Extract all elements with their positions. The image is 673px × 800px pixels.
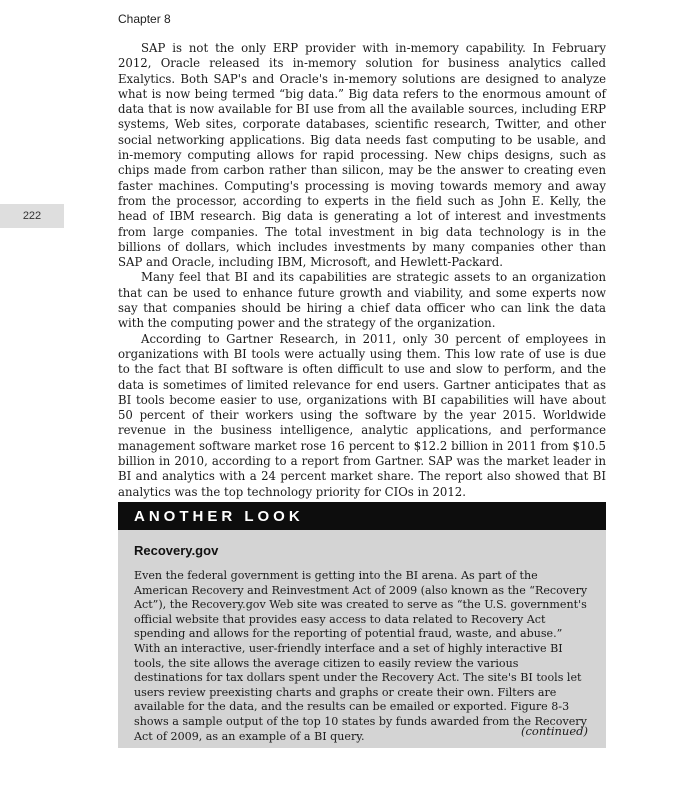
box-title: Recovery.gov (134, 543, 219, 558)
box-header: ANOTHER LOOK (118, 502, 606, 530)
page-number: 222 (22, 210, 42, 222)
another-look-box (118, 502, 606, 748)
chapter-header: Chapter 8 (118, 12, 171, 26)
paragraph: According to Gartner Research, in 2011, only 30 percent of employees in organizations with BI tools were actually using them. This low rate of use is due to the fact that BI software is often difficult to use and slow to perform, and the data is sometimes of limited relevance for end users. Gartner anticipates that as BI tools become easier to use, organizations with BI capabilities will have about 50 percent of their workers using the software by the year 2015. Worldwide revenue in the business intelligence, analytic applications, and performance management software market rose 16 percent to $12.2 billion in 2011 from $10.5 billion in 2010, according to a report from Gartner. SAP was the market leader in BI and analytics with a 24 percent market share. The report also showed that BI analytics was the top technology priority for CIOs in 2012. (118, 331, 606, 499)
paragraph: Many feel that BI and its capabilities are strategic assets to an organization that can be used to enhance future growth and viability, and some experts now say that companies should be hiring a chief data officer who can link the data with the computing power and the strategy of the organization. (118, 270, 606, 331)
body-text (118, 41, 606, 500)
continued-label: (continued) (520, 724, 588, 738)
box-text: Even the federal government is getting into the BI arena. As part of the American Recovery and Reinvestment Act of 2009 (also known as the “Recovery Act”), the Recovery.gov Web site was created to serve as “the U.S. government's official website that provides easy access to data related to Recovery Act spending and allows for the reporting of potential fraud, waste, and abuse.” With an interactive, user-friendly interface and a set of highly interactive BI tools, the site allows the average citizen to easily review the various destinations for tax dollars spent under the Recovery Act. The site's BI tools let users review preexisting charts and graphs or create their own. Filters are available for the data, and the results can be emailed or exported. Figure 8-3 shows a sample output of the top 10 states by funds awarded from the Recovery Act of 2009, as an example of a BI query. (134, 569, 588, 743)
page-number-tab (0, 204, 64, 228)
paragraph: SAP is not the only ERP provider with in-memory capability. In February 2012, Oracle released its in-memory solution for business analytics called Exalytics. Both SAP's and Oracle's in-memory solutions are designed to analyze what is now being termed “big data.” Big data refers to the enormous amount of data that is now available for BI use from all the available sources, including ERP systems, Web sites, corporate databases, scientific research, Twitter, and other social networking applications. Big data needs fast computing to be usable, and in-memory computing allows for rapid processing. New chips designs, such as chips made from carbon rather than silicon, may be the answer to creating even faster machines. Computing's processing is moving towards memory and away from the processor, according to experts in the field such as John E. Kelly, the head of IBM research. Big data is generating a lot of interest and investments from large companies. The total investment in big data technology is in the billions of dollars, which includes investments by many companies other than SAP and Oracle, including IBM, Microsoft, and Hewlett-Packard. (118, 41, 606, 270)
